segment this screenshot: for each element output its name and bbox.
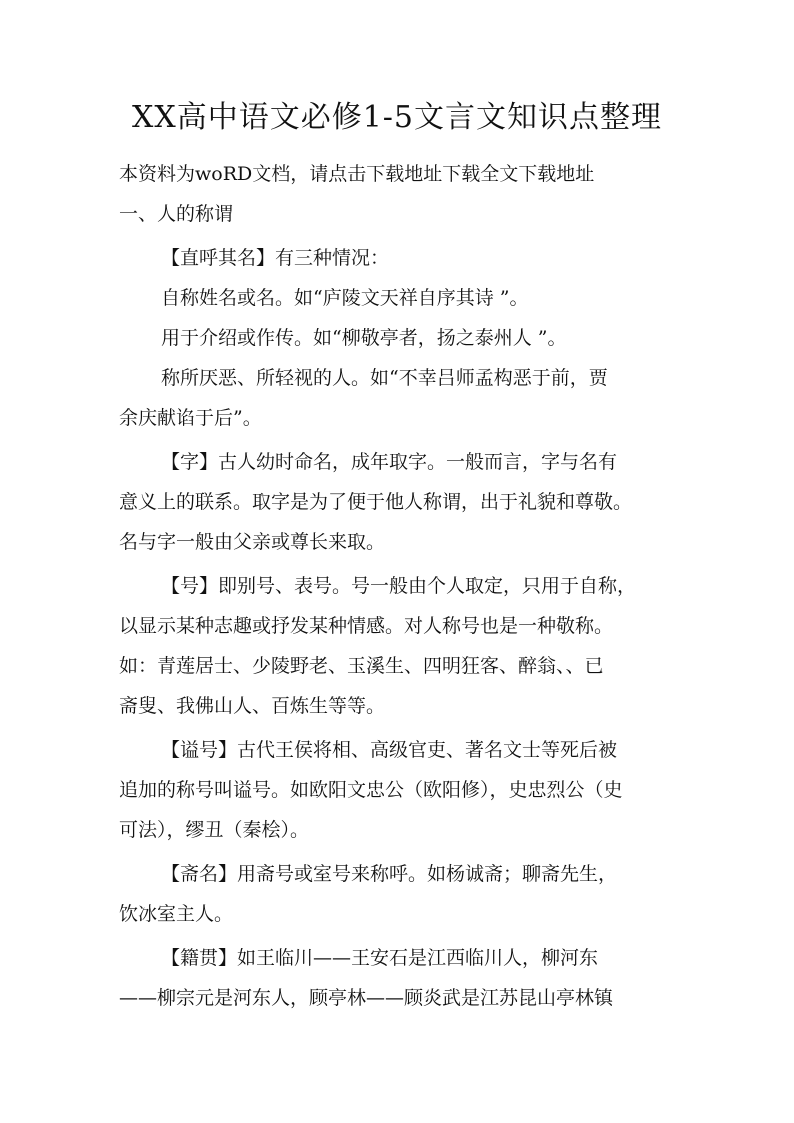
paragraph-line: 余庆献谄于后”。: [119, 407, 262, 429]
paragraph-line: 名与字一般由父亲或尊长来取。: [119, 531, 386, 553]
paragraph-line: 斋叟、我佛山人、百炼生等等。: [119, 695, 386, 717]
document-title: XX高中语文必修1-5文言文知识点整理: [131, 100, 663, 135]
paragraph-line: 如：青莲居士、少陵野老、玉溪生、四明狂客、醉翁、、已: [119, 655, 604, 677]
paragraph-line: 以显示某种志趣或抒发某种情感。对人称号也是一种敬称。: [119, 615, 614, 637]
section-heading: 一、人的称谓: [119, 203, 234, 225]
document-body: [119, 154, 679, 1018]
paragraph-line: 【斋名】用斋号或室号来称呼。如杨诚斋；聊斋先生，: [161, 863, 618, 885]
paragraph-line: 追加的称号叫谥号。如欧阳文忠公（欧阳修），史忠烈公（史: [119, 779, 623, 801]
paragraph-line: 【籍贯】如王临川——王安石是江西临川人，柳河东: [161, 947, 599, 969]
paragraph-line: ——柳宗元是河东人，顾亭林——顾炎武是江苏昆山亭林镇: [119, 987, 614, 1009]
paragraph-line: 自称姓名或名。如“庐陵文天祥自序其诗 ”。: [161, 287, 529, 309]
paragraph-line: 【直呼其名】有三种情况：: [161, 247, 390, 269]
paragraph-line: 用于介绍或作传。如“柳敬亭者，扬之泰州人 ”。: [161, 327, 567, 349]
paragraph-line: 称所厌恶、所轻视的人。如“不幸吕师孟构恶于前，贾: [161, 367, 608, 389]
paragraph-line: 可法），缪丑（秦桧）。: [119, 819, 310, 841]
paragraph-line: 【字】古人幼时命名，成年取字。一般而言，字与名有: [161, 451, 618, 473]
paragraph-line: 【号】即别号、表号。号一般由个人取定，只用于自称，: [161, 575, 637, 597]
intro-line: 本资料为woRD文档，请点击下载地址下载全文下载地址: [119, 163, 595, 185]
paragraph-line: 【谥号】古代王侯将相、高级官吏、著名文士等死后被: [161, 739, 618, 761]
paragraph-line: 饮冰室主人。: [119, 903, 234, 925]
paragraph-line: 意义上的联系。取字是为了便于他人称谓，出于礼貌和尊敬。: [119, 491, 633, 513]
